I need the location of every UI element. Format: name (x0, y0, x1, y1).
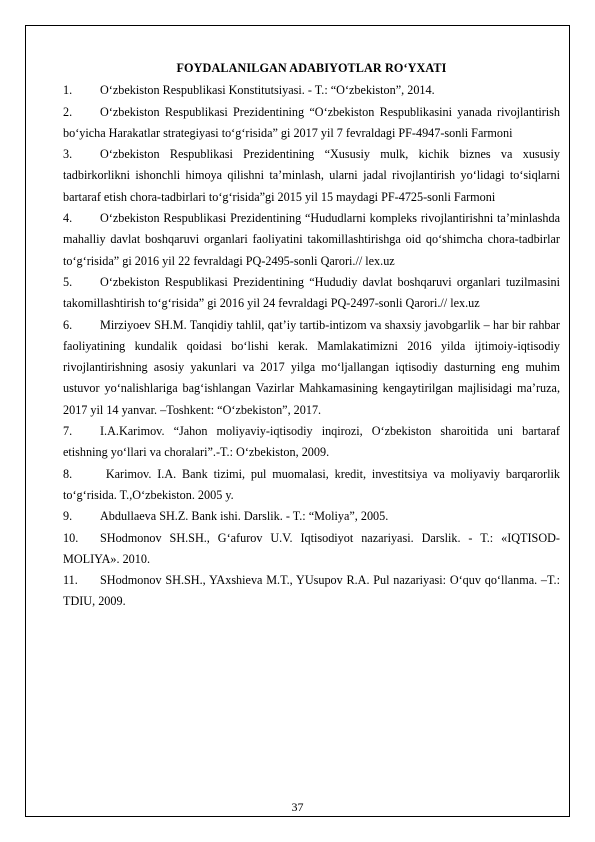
reference-item (63, 315, 560, 421)
reference-number: 4. (63, 211, 73, 226)
reference-text: Karimov. I.A. Bank tizimi, pul muomalasi, kredit, investitsiya va moliyaviy barqarorlik to‘g‘risida. T.,O‘zbekiston. 2005 y. (63, 466, 560, 502)
reference-item (63, 421, 560, 464)
reference-number: 11. (63, 573, 78, 588)
reference-text: O‘zbekiston Respublikasi Konstitutsiyasi. - T.: “O‘zbekiston”, 2014. (100, 83, 435, 98)
reference-number: 6. (63, 317, 73, 332)
reference-text: O‘zbekiston Respublikasi Prezidentining “Xususiy mulk, kichik biznes va xususiy tadbirkorlikni ishonchli himoya qilishni ta’minlash, ularni jadal rivojlantirish yo‘lidagi to‘siqlarni bartaraf etish chora-tadbirlari to‘g‘risida”gi 2015 yil 15 maydagi PF-4725-sonli Farmoni (63, 147, 560, 204)
reference-text: O‘zbekiston Respublikasi Prezidentining “O‘zbekiston Respublikasini yanada rivojlantirish bo‘yicha Harakatlar strategiyasi to‘g‘risida” gi 2017 yil 7 fevraldagi PF-4947-sonli Farmoni (63, 104, 560, 140)
reference-item (63, 102, 560, 145)
reference-text: O‘zbekiston Respublikasi Prezidentining “Hududlarni kompleks rivojlantirishni ta’minlashda mahalliy davlat boshqaruvi organlari faoliyatini takomillashtirishga oid qo‘shimcha chora-tadbirlar to‘g‘risida” gi 2016 yil 22 fevraldagi PQ-2495-sonli Qarori.// lex.uz (63, 211, 560, 268)
reference-text: Mirziyoev SH.M. Tanqidiy tahlil, qat’iy tartib-intizom va shaxsiy javobgarlik – har bir rahbar faoliyatining kundalik qoidasi bo‘lishi kerak. Mamlakatimizni 2016 yilda ijtimoiy-iqtisodiy rivojlantirishning asosiy yakunlari va 2017 yilga mo‘ljallangan iqtisodiy dasturning eng muhim ustuvor yo‘nalishlariga bag‘ishlangan Vazirlar Mahkamasining kengaytirilgan majlisidagi ma’ruza, 2017 yil 14 yanvar. –Toshkent: “O‘zbekiston”, 2017. (63, 317, 560, 417)
reference-text: I.A.Karimov. “Jahon moliyaviy-iqtisodiy inqirozi, O‘zbekiston sharoitida uni bartaraf etishning yo‘llari va choralari”.-T.: O‘zbekiston, 2009. (63, 424, 560, 460)
reference-item (63, 80, 560, 101)
reference-text: SHodmonov SH.SH., G‘afurov U.V. Iqtisodiyot nazariyasi. Darslik. - T.: «IQTISOD-MOLIYA». 2010. (63, 530, 560, 566)
reference-item (63, 144, 560, 208)
reference-text: Abdullaeva SH.Z. Bank ishi. Darslik. - T.: “Moliya”, 2005. (100, 509, 389, 524)
reference-number: 2. (63, 104, 73, 119)
reference-number: 9. (63, 509, 73, 524)
page-number: 37 (291, 800, 304, 814)
reference-item (63, 464, 560, 507)
reference-text: O‘zbekiston Respublikasi Prezidentining “Hududiy davlat boshqaruvi organlari tuzilmasini takomillashtirish to‘g‘risida” gi 2016 yil 24 fevraldagi PQ-2497-sonli Qarori.// lex.uz (63, 274, 560, 311)
reference-text: SHodmonov SH.SH., YAxshieva M.T., YUsupov R.A. Pul nazariyasi: O‘quv qo‘llanma. –T.: TDIU, 2009. (63, 573, 560, 609)
page-title: FOYDALANILGAN ADABIYOTLAR RO‘YXATI (176, 61, 447, 75)
reference-item (63, 570, 560, 613)
reference-item (63, 506, 560, 527)
reference-number: 1. (63, 83, 73, 98)
reference-number: 10. (63, 530, 79, 545)
reference-item (63, 272, 560, 315)
reference-number: 3. (63, 147, 73, 162)
bibliography (63, 38, 560, 613)
reference-number: 7. (63, 424, 73, 439)
reference-number: 8. (63, 466, 73, 481)
reference-number: 5. (63, 274, 73, 289)
reference-item (63, 528, 560, 571)
reference-item (63, 208, 560, 272)
